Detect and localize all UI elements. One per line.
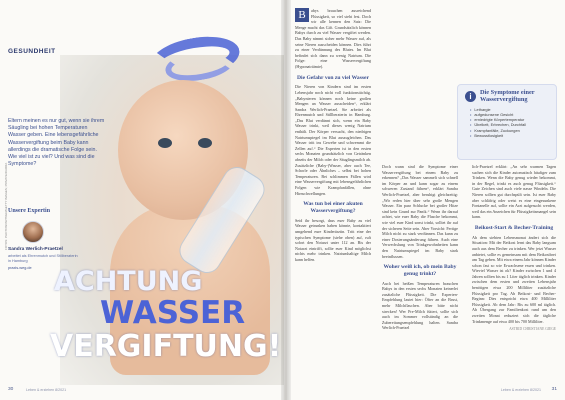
list-item: • Bewusstlosigkeit [470, 133, 550, 138]
headline-line-2: WASSER [100, 295, 246, 331]
page-gutter [281, 0, 291, 400]
subheading: Die Gefahr von zu viel Wasser [296, 74, 370, 81]
expert-name: Sandra Werlich-Praetzel [8, 247, 63, 252]
right-page [287, 0, 565, 400]
headline-line-1: ACHTUNG [54, 266, 203, 297]
author-credit: ASTRID CHRISTIANE GIEGE [509, 327, 556, 332]
list-item: • Übelkeit, Erbrechen, Durchfall [470, 122, 550, 127]
text-column-3 [472, 164, 556, 333]
headline [40, 266, 284, 364]
photo-credit: FOTOS: PHOTOSPARTNER/GETTY IMAGES; PRIVATE/DARRA [4, 162, 8, 250]
text-column-2 [382, 164, 458, 333]
subheading: Beikost-Start & Becher-Training [474, 224, 554, 231]
paragraph: lich-Praetzel erklärt: „An sehr warmen Tagen suchen sich die Kinder automatisch häufiger zum Trinken. Wenn die Baby genug wieder bekommt, in der Regel, trinkt es auch genug Flüssigkeit.“ Gute Zeichen sind auch viele nasse Windeln. Die Nieren sollten gut durchspült sein. Ist euer Baby aber schläfrig oder weist es eine eingesunkene Fontanelle auf, sollte ein Arzt aufgesucht werden, weil das ein Anzeichen für Flüssigkeitsmangel sein kann. [472, 164, 556, 220]
list-item: • Krampfanfälle, Zuckungen [470, 128, 550, 133]
symptoms-box [457, 84, 557, 160]
list-item: • aufgedunsene Gesicht [470, 112, 550, 117]
paragraph: Auch bei heißen Temperaturen brauchen Babys in den ersten sechs Monaten keinerlei zusätzliche Flüssigkeit. Die Experten-Empfehlung lautet hier: Öfter an die Brust, mehr Milchflaschen. Aber bitte nicht strecken! Wer Pre-Milch füttert, sollte sich auch im Sommer vollständig an die Zubereitungsempfehlung halten. Sandra Werlich-Praetzel [382, 280, 458, 331]
expert-title: Unsere Expertin [8, 208, 51, 214]
headline-line-3: VERGIFTUNG! [50, 329, 282, 364]
paragraph: abys brauchen ausreichend Flüssigkeit, so viel steht fest. Doch wir alle kennen den Satz: Die Menge macht das Gift. Grundsätzlich können Babys durch zu viel Wasser vergiftet werden. Das Baby nimmt sicher mehr Wasser auf, als seine Nieren ausscheiden können. Dies führt zu einer Verdünnung des Blutes. Im Blut befindet sich dann zu wenig Natrium. Die Folge: eine Wasservergiftung (Hyponatriämie). [295, 8, 371, 69]
expert-box [8, 208, 78, 270]
magazine-footer-right: Leben & erziehen 8/2021 [500, 388, 541, 392]
page-number-left: 30 [8, 387, 14, 392]
dropcap: B [295, 8, 309, 22]
expert-description: arbeitet als Ehrenmutch und Stillberaterin in Hamburg [8, 254, 78, 263]
list-item: • erniedrigte Körpertemperatur [470, 117, 550, 122]
intro-text: Eltern meinen es nur gut, wenn sie ihrem Säugling bei hohen Temperaturen Wasser geben. Eine lebensgefährliche Wasservergiftung beim Baby kann allerdings die dramatische Folge sein. Wie viel ist zu viel? Und was sind die Symptome? [8, 118, 105, 168]
expert-link[interactable]: praxis-weg.de [8, 265, 32, 270]
symptoms-list [470, 107, 550, 139]
paragraph: Die Nieren von Kindern sind im ersten Lebensjahr noch nicht voll funktionstüchtig. „Babynieren können noch keine großen Mengen an Wasser ausscheiden“, erklärt Sandra Werlich-Praetzel. Sie arbeitet als Ehrenmutch und Stillberaterin in Hamburg. „Das Blut verdünnt sich, wenn ein Baby Wasser trinkt, weil dieses wenig Natrium enthält. Der Körper versucht, den niedrigen Natriumspiegel im Blut auszugleichen. Das Wasser tritt ins Gewebe und schwemmt die Zellen auf.“ Die Experten ist in den ersten sechs Monaten grundsätzlich von Getränken abseits der Milch oder der Säuglingsmilch ab. Zusätzliche (Baby-)Wasser, aber auch Tee, Schorle oder Ähnliches – selbst bei hohen Temperaturen. Bei schlimmen Fällen wird eine Wasservergiftung mit lebensgefährlichen Folgen wie Krampfanfällen, ohne Hirnschwellungen. [295, 84, 371, 196]
paragraph: Seid ihr besorgt, dass euer Baby zu viel Wasser getrunken haben könnte, kontaktiert umgehend eure Kinderärztin. Tritt eine der typischen Symptome (siehe oben) auf, ruft sofort den Notarzt unter 112 an. Bis der Notarzt eintrifft, sollte euer Kind möglichst nichts mehr trinken. Natriumhaltige Milch kann helfen. [295, 217, 371, 262]
subheading: Woher weiß ich, ob mein Baby genug trinkt? [383, 264, 457, 277]
list-item: • Lethargie [470, 107, 550, 112]
baby-eye-left [158, 138, 172, 148]
paragraph: Doch wann sind die Symptome einer Wasservergiftung bei einem Baby zu erkennen? „Das Wasser sammelt sich schnell im Körper an und kann sogar zu einem schweren Zustand führen“, erklärt Sandra Werlich-Praetzel, aber beruhigt gleichzeitig: „Wir reden hier über sehr große Mengen Wasser. Ein paar Schlucke bei großer Hitze sind kein Grund zur Panik.“ Wenn ihr darauf achtet, wie euer Baby die Flasche bekommt, wie viel euer Kind sonst trinkt, solltet ihr auf der sicheren Seite sein. Aber Vorsicht: Fertige Milch nicht zu stark verdünnen. Das kann zu einer Dosierungsänderung führen. Auch eine Verwechslung von Trinkgewohnheiten kann den Natriumspiegel im Baby stark beeinflussen. [382, 164, 458, 259]
section-label: GESUNDHEIT [8, 48, 56, 55]
paragraph: Ab dem siebten Lebensmonat ändert sich die Situation: Mit der Beikost lernt das Baby langsam auch aus dem Becher zu trinken. Wer jetzt Wasser anbietet, sollte es gemeinsam mit dem Beikostbrei am Tag geben. Mit etwa einem Jahr können Kinder schon fast so wie Erwachsene essen und trinken. Wieviel Wasser ist ok? Kinder zwischen 1 und 4 Jahren sollten bis zu 1 Liter täglich trinken. Kinder zwischen dem ersten und zweiten Lebensjahr benötigen etwa 200 Milliliter zusätzliche Flüssigkeit pro Tag. Ab Beikost- und Becher-Beginn: Dies entspricht etwa 400 Milliliter Flüssigkeit. Ab dem Jahr: Bis zu 600 ml täglich. Ab Übergang zur Familienkost rund um den zweiten Monat reduziert sich die tägliche Trinkmenge auf etwa 400 bis 700 Milliliter. [472, 234, 556, 324]
baby-eye-right [198, 138, 212, 148]
subheading: Was tun bei einer akuten Wasservergiftung? [303, 201, 363, 214]
page-number-right: 31 [551, 387, 557, 392]
symptoms-title: Die Symptome einer Wasservergiftung [480, 89, 535, 104]
text-column-1 [295, 8, 371, 265]
avatar [22, 221, 44, 243]
magazine-footer-left: Leben & erziehen 8/2021 [26, 388, 67, 392]
info-icon: i [465, 91, 476, 102]
